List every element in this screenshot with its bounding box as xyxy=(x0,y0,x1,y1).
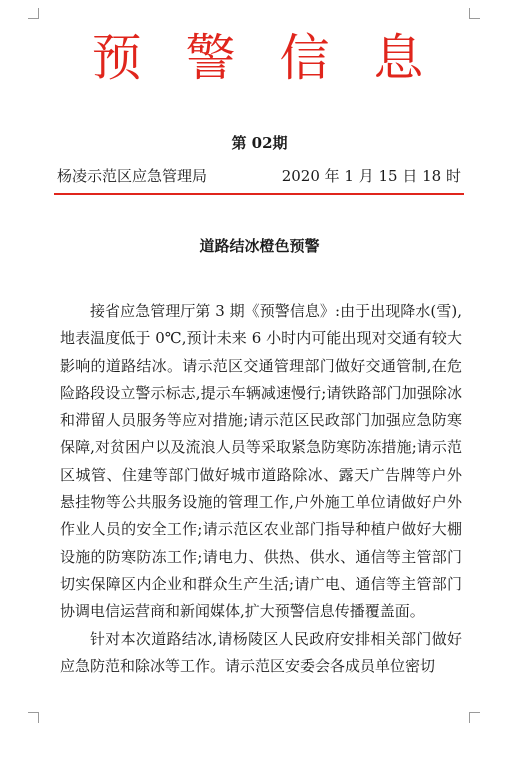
red-divider-line xyxy=(54,193,464,195)
crop-mark-top-right xyxy=(469,8,480,19)
issue-datetime: 2020 年 1 月 15 日 18 时 xyxy=(281,167,461,185)
crop-mark-bottom-right xyxy=(469,712,480,723)
issuer-name: 杨凌示范区应急管理局 xyxy=(57,167,208,185)
document-body xyxy=(60,298,462,680)
body-paragraph-1: 接省应急管理厅第 3 期《预警信息》:由于出现降水(雪),地表温度低于 0℃,预计未来 6 小时内可能出现对交通有较大影响的道路结冰。请示范区交通管理部门做好交通管制,在危险路段设立警示标志,提示车辆减速慢行;请铁路部门加强除冰和滞留人员服务等应对措施;请示范区民政部门加强应急防寒保障,对贫困户以及流浪人员等采取紧急防寒防冻措施;请示范区城管、住建等部门做好城市道路除冰、露天广告牌等户外悬挂物等公共服务设施的管理工作,户外施工单位请做好户外作业人员的安全工作;请示范区农业部门指导种植户做好大棚设施的防寒防冻工作;请电力、供热、供水、通信等主管部门切实保障区内企业和群众生产生活;请广电、通信等主管部门协调电信运营商和新闻媒体,扩大预警信息传播覆盖面。 xyxy=(60,302,462,621)
body-paragraph-2: 针对本次道路结冰,请杨陵区人民政府安排相关部门做好应急防范和除冰等工作。请示范区安委会各成员单位密切 xyxy=(60,629,462,675)
document-title: 预 警 信 息 xyxy=(91,29,438,87)
header-meta-row xyxy=(57,166,461,186)
crop-mark-top-left xyxy=(28,8,39,19)
crop-mark-bottom-left xyxy=(28,712,39,723)
issue-number: 第 02期 xyxy=(231,134,288,152)
warning-subtitle: 道路结冰橙色预警 xyxy=(199,237,320,255)
